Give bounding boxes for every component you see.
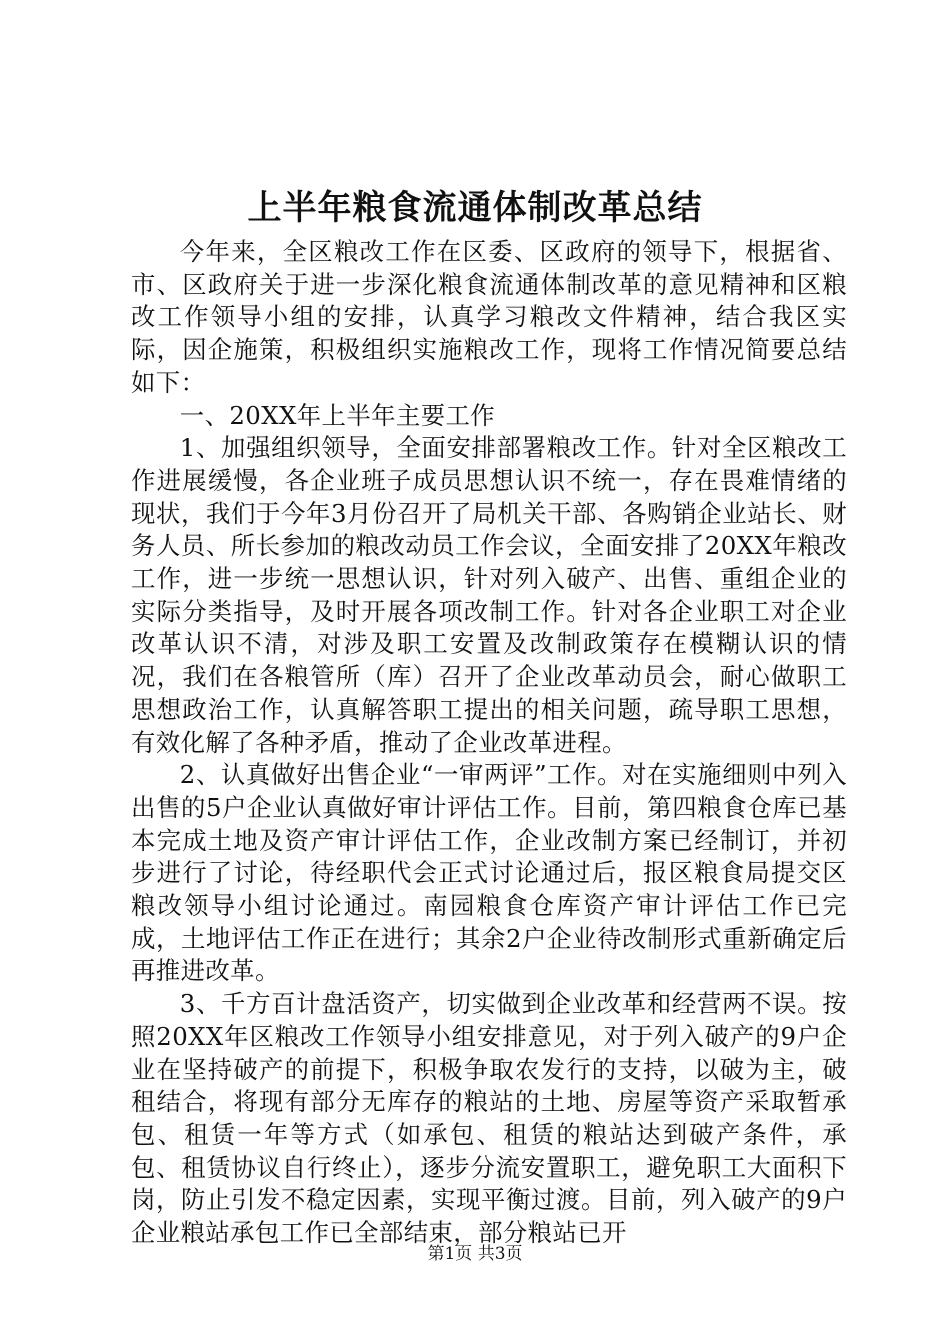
paragraph-item-1: 1、加强组织领导，全面安排部署粮改工作。针对全区粮改工作进展缓慢，各企业班子成员思想认识不统一，存在畏难情绪的现状，我们于今年3月份召开了局机关干部、各购销企业站长、财务人员、所长参加的粮改动员工作会议，全面安排了20XX年粮改工作，进一步统一思想认识，针对列入破产、出售、重组企业的实际分类指导，及时开展各项改制工作。针对各企业职工对企业改革认识不清，对涉及职工安置及改制政策存在模糊认识的情况，我们在各粮管所（库）召开了企业改革动员会，耐心做职工思想政治工作，认真解答职工提出的相关问题，疏导职工思想，有效化解了各种矛盾，推动了企业改革进程。 [131, 433, 847, 757]
section-heading: 一、20XX年上半年主要工作 [179, 400, 496, 430]
paragraph-intro: 今年来，全区粮改工作在区委、区政府的领导下，根据省、市、区政府关于进一步深化粮食流通体制改革的意见精神和区粮改工作领导小组的安排，认真学习粮改文件精神，结合我区实际，因企施策，积极组织实施粮改工作，现将工作情况简要总结如下： [131, 237, 847, 397]
paragraph-item-2: 2、认真做好出售企业“一审两评”工作。对在实施细则中列入出售的5户企业认真做好审计评估工作。目前，第四粮食仓库已基本完成土地及资产审计评估工作，企业改制方案已经制订，并初步进行了讨论，待经职代会正式讨论通过后，报区粮食局提交区粮改领导小组讨论通过。南园粮食仓库资产审计评估工作已完成，土地评估工作正在进行；其余2户企业待改制形式重新确定后再推进改革。 [131, 760, 847, 986]
page-number-footer: 第1页 共3页 [427, 1244, 523, 1264]
document-title: 上半年粮食流通体制改革总结 [247, 188, 703, 228]
document-body [131, 236, 847, 1250]
paragraph-item-3: 3、千方百计盘活资产，切实做到企业改革和经营两不误。按照20XX年区粮改工作领导小组安排意见，对于列入破产的9户企业在坚持破产的前提下，积极争取农发行的支持，以破为主，破租结合，将现有部分无库存的粮站的土地、房屋等资产采取暂承包、租赁一年等方式（如承包、租赁的粮站达到破产条件，承包、租赁协议自行终止），逐步分流安置职工，避免职工大面积下岗，防止引发不稳定因素，实现平衡过渡。目前，列入破产的9户企业粮站承包工作已全部结束，部分粮站已开 [131, 989, 847, 1248]
